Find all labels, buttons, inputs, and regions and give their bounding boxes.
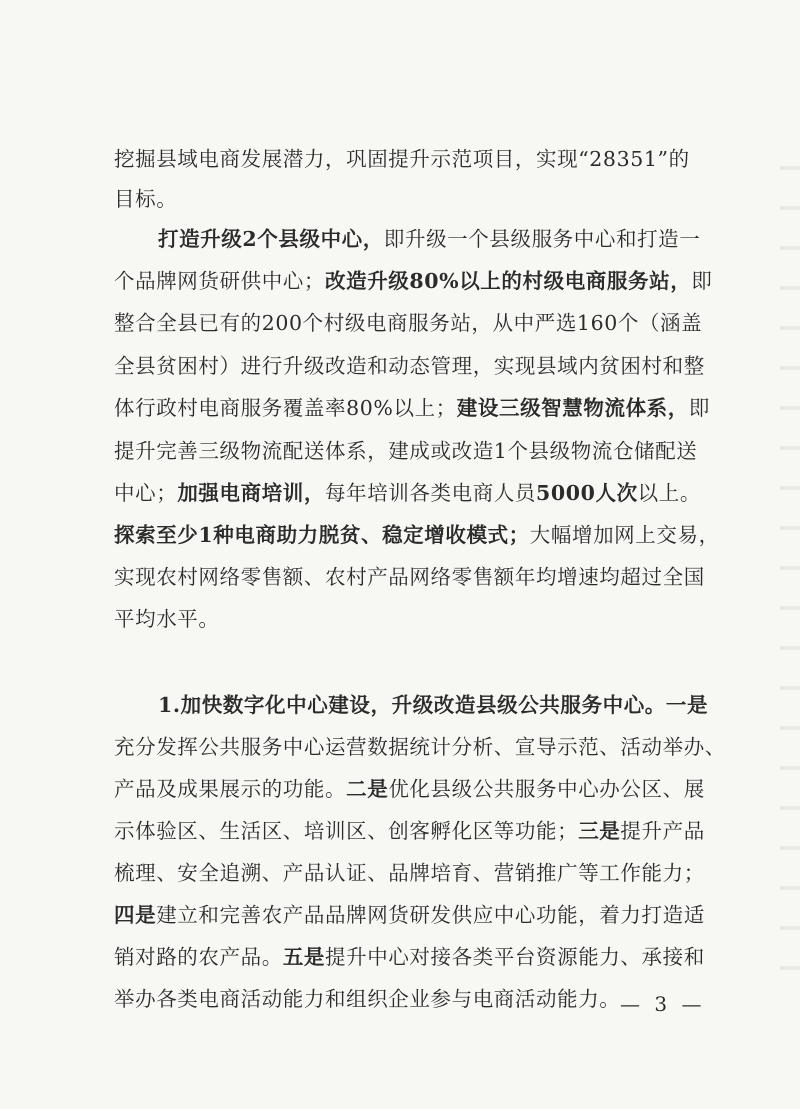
text-line: 举办各类电商活动能力和组织企业参与电商活动能力。 <box>114 987 621 1011</box>
text-line: 四是建立和完善农产品品牌网货研发供应中心功能，着力打造适 <box>114 903 705 927</box>
page-number: — 3 — <box>620 992 706 1016</box>
text-line: 整合全县已有的200个村级电商服务站，从中严选160个（涵盖 <box>114 311 703 335</box>
text-line <box>158 690 708 720</box>
bold-phrase: 四是 <box>114 903 157 927</box>
bold-phrase: 三是 <box>578 819 621 843</box>
text-line: 体行政村电商服务覆盖率80%以上；建设三级智慧物流体系，即 <box>114 396 710 420</box>
bold-phrase: 5000人次 <box>536 481 638 505</box>
text-line: 梳理、安全追溯、产品认证、品牌培育、营销推广等工作能力； <box>114 861 705 885</box>
text-line: 实现农村网络零售额、农村产品网络零售额年均增速均超过全国 <box>114 565 705 589</box>
bold-phrase: 打造升级2个县级中心， <box>158 227 384 251</box>
text-line: 挖掘县域电商发展潜力，巩固提升示范项目，实现“28351”的 <box>114 147 690 171</box>
bold-phrase: 二是 <box>346 777 389 801</box>
paper-bleed-texture <box>780 130 800 990</box>
bold-phrase: 五是 <box>282 945 326 969</box>
text-line: 中心；加强电商培训，每年培训各类电商人员5000人次以上。 <box>114 481 701 505</box>
text-line: 充分发挥公共服务中心运营数据统计分析、宣导示范、活动举办、 <box>114 735 726 759</box>
text-line: 产品及成果展示的功能。二是优化县级公共服务中心办公区、展 <box>114 777 705 801</box>
text-line: 探索至少1种电商助力脱贫、稳定增收模式；大幅增加网上交易， <box>114 523 720 547</box>
text-line: 打造升级2个县级中心，即升级一个县级服务中心和打造一 <box>158 227 701 251</box>
text-line: 示体验区、生活区、培训区、创客孵化区等功能；三是提升产品 <box>114 819 705 843</box>
text-line: 提升完善三级物流配送体系，建成或改造1个县级物流仓储配送 <box>114 439 698 463</box>
bold-phrase: 加强电商培训， <box>177 481 326 505</box>
text-line: 销对路的农产品。五是提升中心对接各类平台资源能力、承接和 <box>114 945 705 969</box>
bold-phrase: 一是 <box>665 693 709 717</box>
text-line: 平均水平。 <box>114 607 220 631</box>
bold-phrase: 建设三级智慧物流体系， <box>456 396 689 420</box>
text-line: 个品牌网货研供中心；改造升级80%以上的村级电商服务站，即 <box>114 269 713 293</box>
text-line: 目标。 <box>114 187 178 211</box>
text-line: 全县贫困村）进行升级改造和动态管理，实现县域内贫困村和整 <box>114 354 705 378</box>
bold-phrase: 改造升级80%以上的村级电商服务站， <box>325 269 692 293</box>
bold-phrase: 探索至少1种电商助力脱贫、稳定增收模式； <box>114 523 530 547</box>
bold-phrase: 1.加快数字化中心建设，升级改造县级公共服务中心。 <box>158 693 666 717</box>
